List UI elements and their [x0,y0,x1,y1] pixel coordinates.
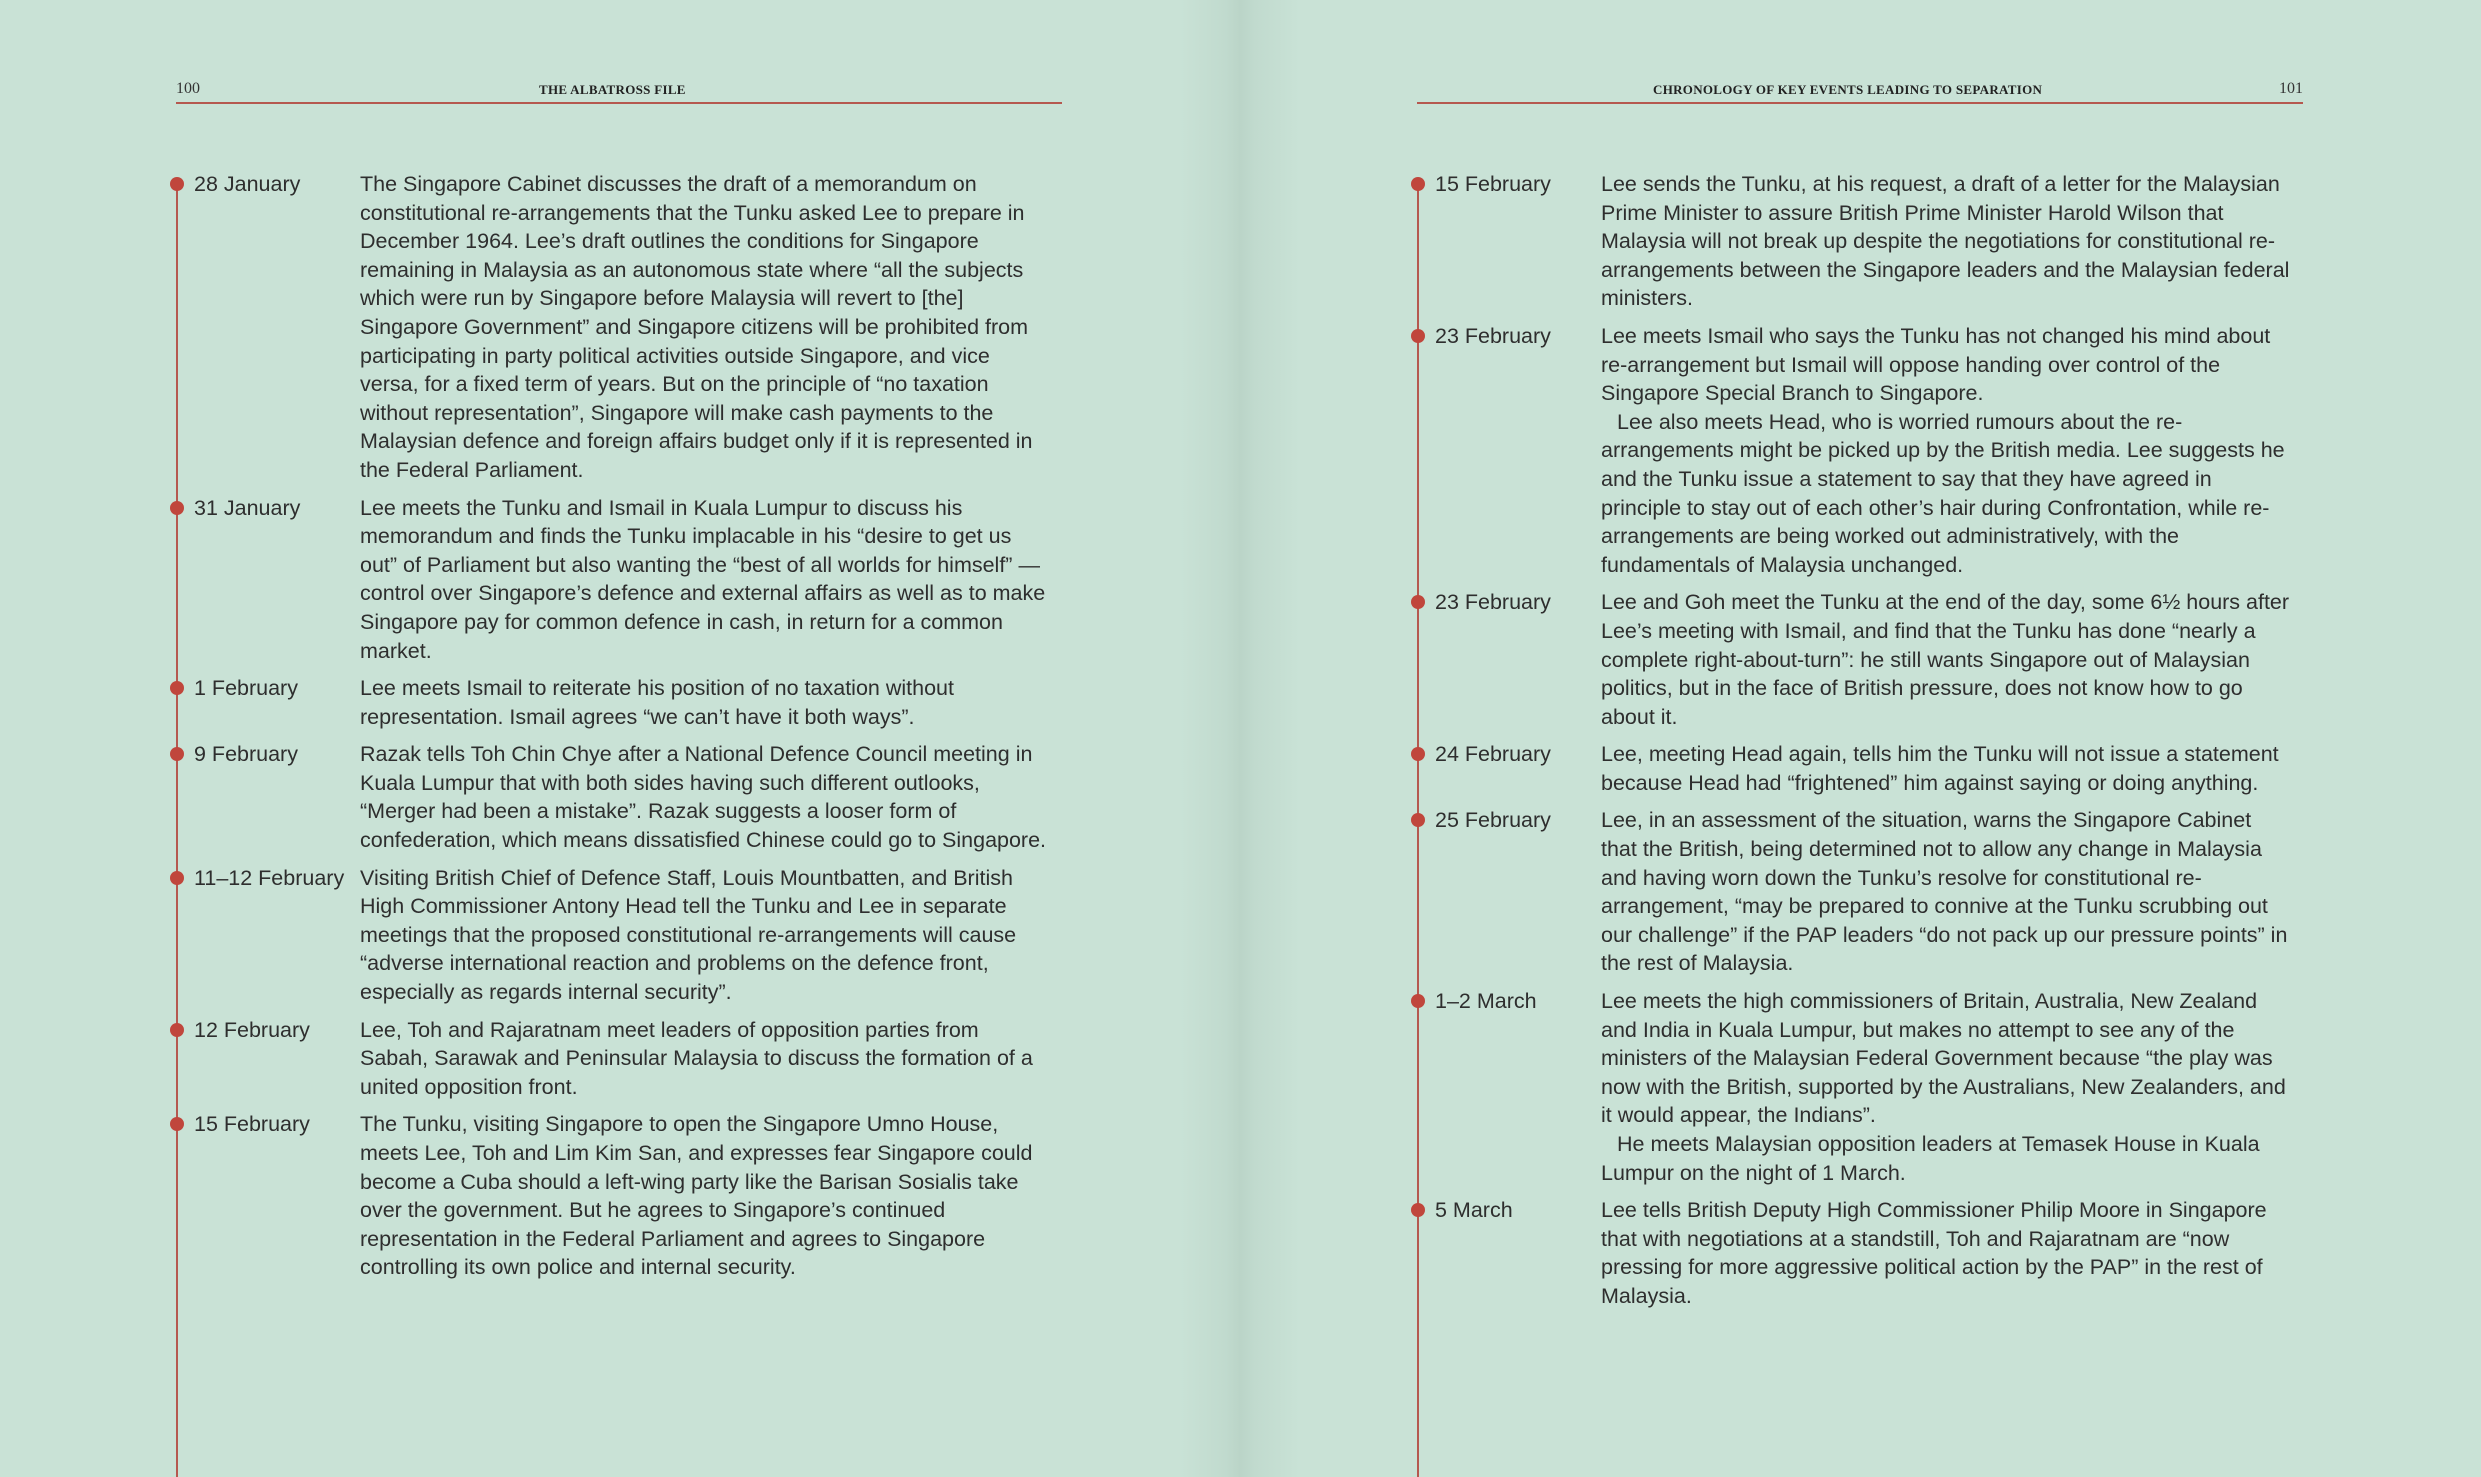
entry-paragraph: Lee, meeting Head again, tells him the Tunku will not issue a statement because Head had “frightened” him against saying or doing anything. [1601,742,2279,795]
entry-paragraph: Lee meets the Tunku and Ismail in Kuala Lumpur to discuss his memorandum and finds the Tunku implacable in his “desire to get us out” of Parliament but also wanting the “best of all worlds for himself” — control over Singapore’s defence and external affairs as well as to make Singapore pay for common defence in cash, in return for a common market. [360,495,1046,663]
entry-paragraph: He meets Malaysian opposition leaders at Temasek House in Kuala Lumpur on the night of 1 March. [1601,1132,2260,1185]
timeline-dot-marker [1411,994,1425,1008]
right-running-title: CHRONOLOGY OF KEY EVENTS LEADING TO SEPARATION [1653,82,2043,97]
entry-text [360,864,1050,1007]
timeline-entry [176,864,1076,1007]
timeline-entry [176,740,1076,854]
entry-text [360,170,1050,485]
right-timeline [1417,170,2317,1320]
timeline-entry [176,494,1076,666]
entry-date: 24 February [1435,742,1551,767]
timeline-dot-marker [170,501,184,515]
left-timeline [176,170,1076,1291]
timeline-entry [1417,1196,2317,1310]
entry-paragraph: Lee, in an assessment of the situation, warns the Singapore Cabinet that the British, being determined not to allow any change in Malaysia and having worn down the Tunku’s resolve for constitutional re-arrangement, “may be prepared to connive at the Tunku scrubbing out our challenge” if the PAP leaders “do not pack up our pressure points” in the rest of Malaysia. [1601,808,2288,976]
timeline-entry [1417,588,2317,731]
entry-paragraph: Lee, Toh and Rajaratnam meet leaders of opposition parties from Sabah, Sarawak and Peninsular Malaysia to discuss the formation of a united opposition front. [360,1017,1033,1099]
entry-paragraph: Visiting British Chief of Defence Staff, Louis Mountbatten, and British High Commissioner Antony Head tell the Tunku and Lee in separate meetings that the proposed constitutional re-arrangements will cause “adverse international reaction and problems on the defence front, especially as regards internal security”. [360,865,1017,1005]
left-running-head [176,80,1062,104]
entry-date: 28 January [194,172,301,196]
timeline-dot-marker [170,871,184,885]
entry-date: 11–12 February [194,865,345,890]
left-running-title: THE ALBATROSS FILE [539,82,686,97]
entry-paragraph: Lee sends the Tunku, at his request, a draft of a letter for the Malaysian Prime Minister to assure British Prime Minister Harold Wilson that Malaysia will not break up despite the negotiations for constitutional re-arrangements between the Singapore leaders and the Malaysian federal ministers. [1601,172,2290,311]
timeline-entry [1417,806,2317,978]
entry-date: 23 February [1435,323,1551,348]
entry-paragraph: Lee and Goh meet the Tunku at the end of the day, some 6½ hours after Lee’s meeting with Ismail, and find that the Tunku has done “nearly a complete right-about-turn”: he still wants Singapore out of Malaysian politics, but in the face of British pressure, does not know how to go about it. [1601,590,2290,729]
entry-text [360,1110,1050,1282]
entry-text [1601,987,2291,1187]
left-page-number: 100 [176,80,200,97]
entry-paragraph: The Singapore Cabinet discusses the draft of a memorandum on constitutional re-arrangements that the Tunku asked Lee to prepare in December 1964. Lee’s draft outlines the conditions for Singapore remaining in Malaysia as an autonomous state where “all the subjects which were run by Singapore before Malaysia will revert to [the] Singapore Government” and Singapore citizens will be prohibited from participating in party political activities outside Singapore, and vice versa, for a fixed term of years. But on the principle of “no taxation without representation”, Singapore will make cash payments to the Malaysian defence and foreign affairs budget only if it is represented in the Federal Parliament. [360,172,1033,482]
timeline-entry [176,170,1076,485]
entry-paragraph: Lee meets the high commissioners of Britain, Australia, New Zealand and India in Kuala Lumpur, but makes no attempt to see any of the ministers of the Malaysian Federal Government because “the play was now with the British, supported by the Australians, New Zealanders, and it would appear, the Indians”. [1601,989,2286,1128]
left-page [0,0,1240,1477]
entry-date: 12 February [194,1017,310,1042]
entry-date: 1–2 March [1435,989,1537,1014]
entry-date: 23 February [1435,590,1551,615]
entry-date: 5 March [1435,1198,1513,1223]
entry-date: 31 January [194,495,301,520]
entry-text [360,494,1050,666]
entry-text [1601,1196,2291,1310]
entry-paragraph: Lee meets Ismail who says the Tunku has not changed his mind about re-arrangement but Ismail will oppose handing over control of the Singapore Special Branch to Singapore. [1601,323,2271,406]
entry-text [1601,740,2291,797]
timeline-entry [1417,322,2317,579]
timeline-dot-marker [170,177,184,191]
timeline-entry [1417,740,2317,797]
right-running-head [1417,80,2303,104]
entry-paragraph: Razak tells Toh Chin Chye after a National Defence Council meeting in Kuala Lumpur that with both sides having such different outlooks, “Merger had been a mistake”. Razak suggests a looser form of confederation, which means dissatisfied Chinese could go to Singapore. [360,742,1047,853]
timeline-dot-marker [1411,177,1425,191]
timeline-entry [176,1110,1076,1282]
timeline-dot-marker [170,1023,184,1037]
entry-date: 1 February [194,676,298,701]
entry-text [360,740,1050,854]
entry-text [1601,322,2291,579]
entry-text [360,1016,1050,1102]
timeline-entry [176,1016,1076,1102]
timeline-entry [1417,170,2317,313]
timeline-entry [176,674,1076,731]
right-page [1241,0,2481,1477]
entry-text [1601,170,2291,313]
entry-paragraph: Lee tells British Deputy High Commissioner Philip Moore in Singapore that with negotiations at a standstill, Toh and Rajaratnam are “now pressing for more aggressive political action by the PAP” in the rest of Malaysia. [1601,1198,2267,1308]
entry-date: 25 February [1435,808,1551,833]
entry-paragraph: Lee meets Ismail to reiterate his position of no taxation without representation. Ismail agrees “we can’t have it both ways”. [360,676,954,729]
timeline-dot-marker [1411,329,1425,343]
entry-text [1601,588,2291,731]
timeline-entry [1417,987,2317,1187]
timeline-dot-marker [170,681,184,695]
entry-paragraph: Lee also meets Head, who is worried rumours about the re-arrangements might be picked up by the British media. Lee suggests he and the Tunku issue a statement to say that they have agreed in principle to stay out of each other’s hair during Confrontation, while re-arrangements are being worked out administratively, with the fundamentals of Malaysia unchanged. [1601,409,2285,577]
entry-paragraph: The Tunku, visiting Singapore to open the Singapore Umno House, meets Lee, Toh and Lim Kim San, and expresses fear Singapore could become a Cuba should a left-wing party like the Barisan Sosialis take over the government. But he agrees to Singapore’s continued representation in the Federal Parliament and agrees to Singapore controlling its own police and internal security. [360,1112,1033,1280]
right-page-number: 101 [2279,80,2303,97]
entry-text [1601,806,2291,978]
entry-date: 15 February [194,1112,310,1137]
entry-date: 15 February [1435,172,1551,196]
entry-text [360,674,1050,731]
entry-date: 9 February [194,742,298,767]
